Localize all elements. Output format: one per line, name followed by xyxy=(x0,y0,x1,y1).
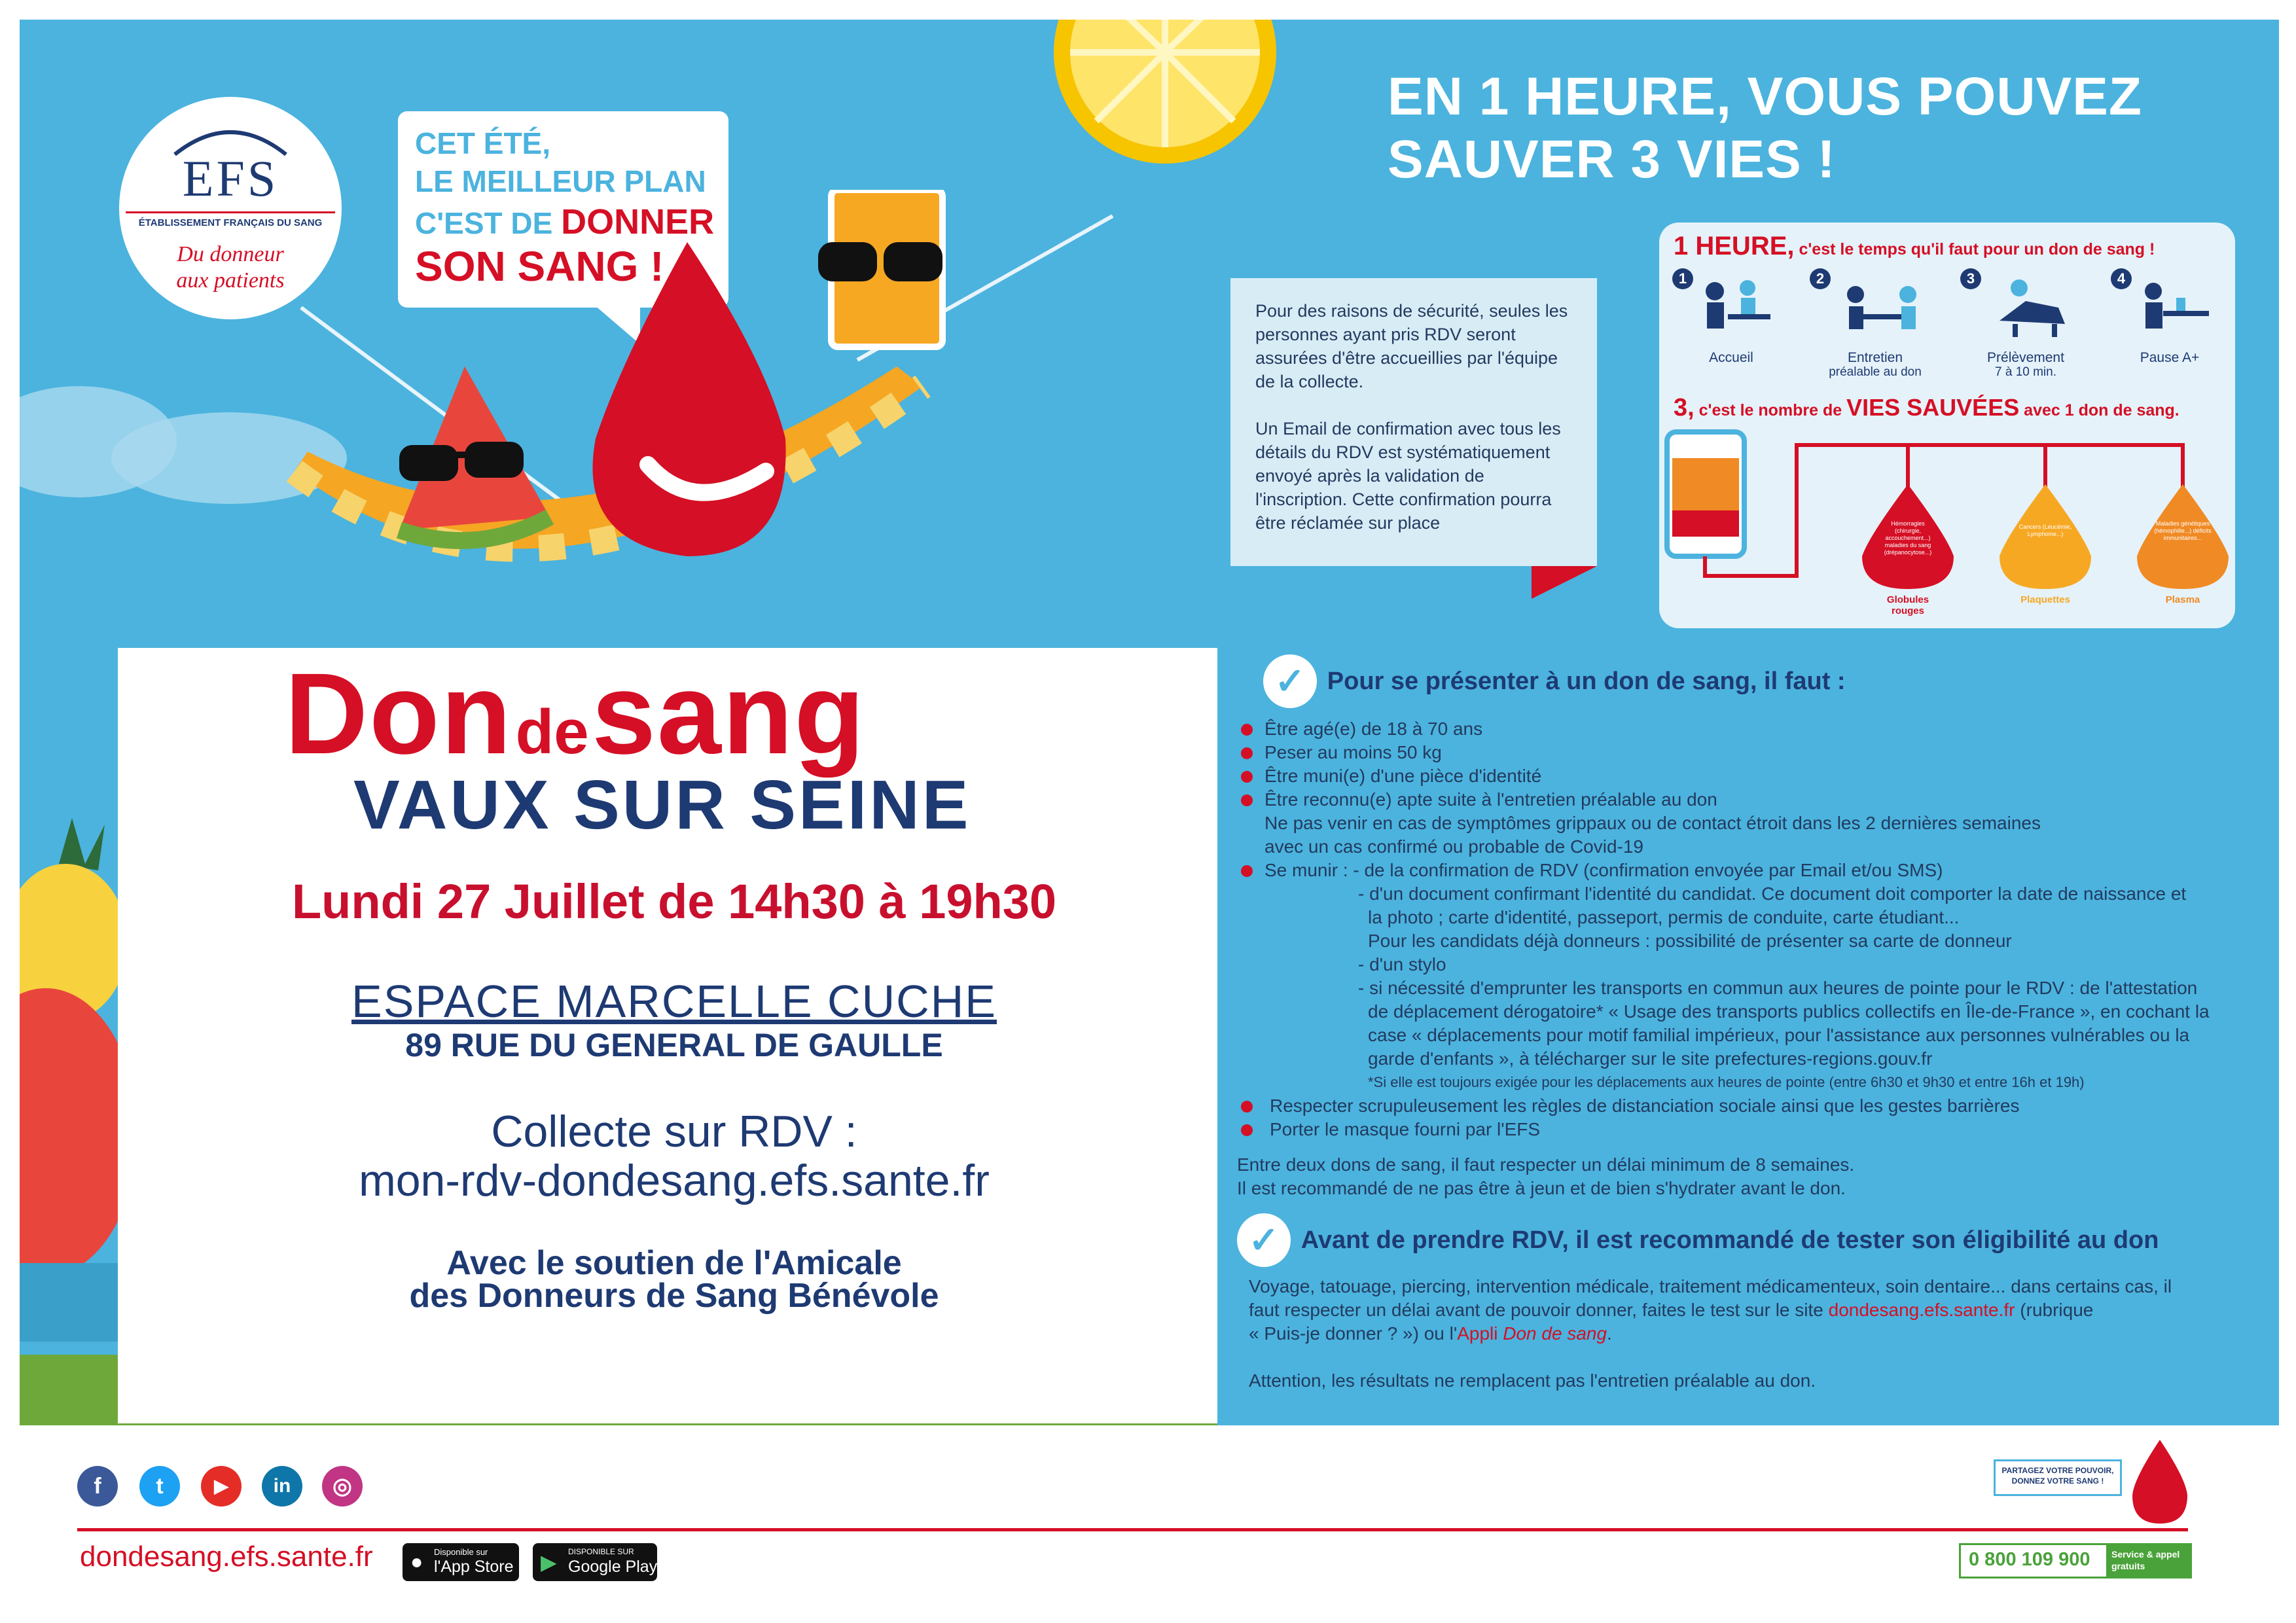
step-4 xyxy=(2111,268,2229,380)
phone-free-line-2: gratuits xyxy=(2111,1561,2145,1571)
condition-continuation: Ne pas venir en cas de symptômes grippaux ou de contact étroit dans les 2 dernières semaines xyxy=(1265,813,2041,833)
hour-text: c'est le temps qu'il faut pour un don de sang ! xyxy=(1794,240,2155,259)
check-icon: ✓ xyxy=(1263,654,1317,708)
linkedin-icon[interactable]: in xyxy=(262,1466,302,1507)
phone-number: 0 800 109 900 xyxy=(1969,1549,2090,1570)
youtube-icon[interactable]: ▶ xyxy=(201,1466,242,1507)
process-panel xyxy=(1659,223,2235,628)
step-3 xyxy=(1960,268,2091,380)
title-don: Don xyxy=(285,650,513,778)
step-label: Pause A+ xyxy=(2140,350,2200,365)
hour-line xyxy=(1674,232,2155,261)
drop-label: Plasma xyxy=(2165,594,2200,605)
eligibility-text-part: « Puis-je donner ? ») ou l' xyxy=(1249,1323,1458,1344)
snack-break-icon xyxy=(2134,275,2212,340)
bubble-line-3-emph: DONNER xyxy=(561,202,715,241)
logo-tagline-1: Du donneur xyxy=(177,242,284,266)
lives-text-1: c'est le nombre de xyxy=(1694,401,1847,419)
info-text-2: Un Email de confirmation avec tous les détails du RDV est systématiquement envoyé après la validation de l'inscription. Cette confirmation pourra être réclamée sur place xyxy=(1255,419,1561,533)
lives-line xyxy=(1674,394,2179,422)
step-number: 2 xyxy=(1810,268,1831,289)
event-support-2: des Donneurs de Sang Bénévole xyxy=(409,1277,939,1315)
hydration-text: Il est recommandé de ne pas être à jeun et de bien s'hydrater avant le don. xyxy=(1237,1178,1846,1198)
drop-inner-text: Maladies génétiques (hémophilie...) déficits immunitaires... xyxy=(2154,520,2212,541)
facebook-icon[interactable]: f xyxy=(77,1466,118,1507)
condition-note: *Si elle est toujours exigée pour les déplacements aux heures de pointe (entre 6h30 et 9h30 et entre 16h et 19h) xyxy=(1368,1074,2085,1090)
event-date: Lundi 27 Juillet de 14h30 à 19h30 xyxy=(291,874,1057,929)
conditions-section xyxy=(1237,654,2251,1393)
interval-text: Entre deux dons de sang, il faut respecter un délai minimum de 8 semaines. xyxy=(1237,1154,1855,1175)
play-icon: ▶ xyxy=(541,1550,557,1574)
lives-text-2: avec 1 don de sang. xyxy=(2019,401,2179,419)
logo-abbr: EFS xyxy=(182,150,279,207)
drop-platelets xyxy=(1993,484,2098,622)
condition-sub: - d'un document confirmant l'identité du candidat. Ce document doit comporter la date de naissance et xyxy=(1358,883,2187,904)
headline xyxy=(1388,65,2206,191)
condition-item: Porter le masque fourni par l'EFS xyxy=(1237,1118,2251,1141)
step-label: Accueil xyxy=(1709,350,1753,365)
headline-line-1: EN 1 HEURE, VOUS POUVEZ xyxy=(1388,67,2143,126)
drop-plasma xyxy=(2130,484,2235,622)
event-support-1: Avec le soutien de l'Amicale xyxy=(446,1244,902,1282)
share-badge xyxy=(1994,1459,2122,1496)
app-store-label: l'App Store xyxy=(434,1558,514,1576)
condition-sub: case « déplacements pour motif familial impérieux, pour l'assistance aux personnes vulnérables ou la xyxy=(1368,1025,2190,1045)
reception-icon xyxy=(1695,275,1774,340)
twitter-icon[interactable]: t xyxy=(139,1466,180,1507)
drop-inner-text: Cancers (Leucémie, Lymphome...) xyxy=(2018,524,2072,537)
info-box xyxy=(1230,278,1597,566)
phone-free-line-1: Service & appel xyxy=(2111,1549,2180,1560)
condition-item: Être reconnu(e) apte suite à l'entretien préalable au don xyxy=(1237,788,2251,812)
info-text-1: Pour des raisons de sécurité, seules les personnes ayant pris RDV seront assurées d'être accueillies par l'équipe de la collecte. xyxy=(1255,301,1568,391)
conditions-heading-row xyxy=(1263,654,2251,708)
drop-inner-text: Hémorragies (chirurgie, accouchement...) maladies du sang (drépanocytose...) xyxy=(1884,520,1932,556)
drop-label: Plaquettes xyxy=(2020,594,2070,605)
interview-icon xyxy=(1836,275,1928,340)
donation-chair-icon xyxy=(1986,275,2078,340)
share-line-2: DONNEZ VOTRE SANG ! xyxy=(2011,1476,2104,1486)
event-rdv-label: Collecte sur RDV : xyxy=(491,1107,857,1156)
instagram-icon[interactable]: ◎ xyxy=(322,1466,363,1507)
conditions-heading: Pour se présenter à un don de sang, il faut : xyxy=(1327,668,1846,695)
blood-drop-icon xyxy=(2127,1440,2193,1525)
eligibility-line xyxy=(1249,1322,2251,1346)
share-line-1: PARTAGEZ VOTRE POUVOIR, xyxy=(2001,1466,2114,1475)
phone-free-tag xyxy=(2106,1545,2190,1577)
eligibility-heading-row xyxy=(1237,1213,2251,1267)
illustration xyxy=(20,20,1152,648)
lives-emph: VIES SAUVÉES xyxy=(1846,394,2020,421)
app-store-button[interactable] xyxy=(403,1543,519,1581)
condition-sub: la photo ; carte d'identité, passeport, permis de conduite, carte étudiant... xyxy=(1368,907,1960,927)
step-number: 3 xyxy=(1960,268,1981,289)
title-sang: sang xyxy=(592,650,866,778)
hour-emph: 1 HEURE, xyxy=(1674,232,1795,260)
footer-divider xyxy=(77,1528,2188,1531)
drop-red-cells xyxy=(1856,484,1960,622)
event-card xyxy=(118,648,1217,1423)
bubble-line-4: SON SANG ! xyxy=(415,243,664,290)
condition-sub: Pour les candidats déjà donneurs : possibilité de présenter sa carte de donneur xyxy=(1368,931,2012,951)
bubble-line-1: CET ÉTÉ, xyxy=(415,126,551,160)
logo-tagline-2: aux patients xyxy=(176,268,285,293)
condition-sub: de déplacement dérogatoire* « Usage des transports publics collectifs en Île-de-France », en cochant la xyxy=(1368,1001,2210,1022)
footer-site-link[interactable]: dondesang.efs.sante.fr xyxy=(80,1541,373,1573)
event-title xyxy=(285,648,1070,780)
step-sub: 7 à 10 min. xyxy=(1995,365,2056,379)
apple-icon: ● xyxy=(410,1550,423,1573)
bubble-line-3-prefix: C'EST DE xyxy=(415,206,562,240)
condition-item: Se munir : - de la confirmation de RDV (confirmation envoyée par Email et/ou SMS) xyxy=(1237,859,2251,882)
step-2 xyxy=(1810,268,1941,380)
step-number: 4 xyxy=(2111,268,2132,289)
condition-continuation: avec un cas confirmé ou probable de Covid-19 xyxy=(1265,836,1644,857)
lives-num: 3, xyxy=(1674,394,1695,421)
event-rdv-url[interactable]: mon-rdv-dondesang.efs.sante.fr xyxy=(359,1156,990,1205)
condition-sub: garde d'enfants », à télécharger sur le site prefectures-regions.gouv.fr xyxy=(1368,1048,1933,1069)
condition-sub: - si nécessité d'emprunter les transports en commun aux heures de pointe pour le RDV : de l'attestation xyxy=(1358,978,2198,998)
poster xyxy=(20,20,2279,1425)
step-sub: préalable au don xyxy=(1829,365,1922,379)
condition-item: Respecter scrupuleusement les règles de distanciation sociale ainsi que les gestes barrières xyxy=(1237,1094,2251,1118)
eligibility-line xyxy=(1249,1298,2251,1322)
step-number: 1 xyxy=(1672,268,1693,289)
check-icon: ✓ xyxy=(1237,1213,1291,1267)
condition-item: Être muni(e) d'une pièce d'identité xyxy=(1237,764,2251,788)
info-box-corner xyxy=(1532,566,1597,599)
google-play-button[interactable] xyxy=(533,1543,657,1581)
eligibility-line: Voyage, tatouage, piercing, intervention médicale, traitement médicamenteux, soin dentaire... dans certains cas, il xyxy=(1249,1276,2172,1296)
eligibility-site-link[interactable]: dondesang.efs.sante.fr xyxy=(1828,1300,2015,1320)
step-label: Prélèvement xyxy=(1987,350,2064,365)
phone-badge[interactable] xyxy=(1959,1543,2192,1578)
event-city: VAUX SUR SEINE xyxy=(353,766,971,844)
app-store-small: Disponible sur xyxy=(434,1547,488,1557)
google-play-label: Google Play xyxy=(568,1558,658,1576)
event-address: 89 RUE DU GENERAL DE GAULLE xyxy=(405,1027,943,1063)
eligibility-text xyxy=(1237,1275,2251,1393)
eligibility-heading: Avant de prendre RDV, il est recommandé de tester son éligibilité au don xyxy=(1300,1226,2159,1254)
step-label: Entretien xyxy=(1847,350,1903,365)
eligibility-app-link[interactable]: Appli xyxy=(1457,1323,1503,1344)
title-de: de xyxy=(515,697,589,767)
eligibility-app-name[interactable]: Don de sang xyxy=(1503,1323,1607,1344)
event-venue: ESPACE MARCELLE CUCHE xyxy=(351,976,997,1027)
google-play-small: DISPONIBLE SUR xyxy=(568,1547,634,1556)
eligibility-text-part: . xyxy=(1607,1323,1612,1344)
condition-item: Peser au moins 50 kg xyxy=(1237,741,2251,764)
condition-item: Être agé(e) de 18 à 70 ans xyxy=(1237,717,2251,741)
eligibility-text-part: (rubrique xyxy=(2015,1300,2094,1320)
headline-line-2: SAUVER 3 VIES ! xyxy=(1388,130,1836,189)
lemon-icon xyxy=(1008,20,1322,164)
hammock-scene-icon xyxy=(268,190,1119,648)
step-1 xyxy=(1672,268,1790,380)
bubble-line-2: LE MEILLEUR PLAN xyxy=(415,164,706,198)
eligibility-text-part: faut respecter un délai avant de pouvoir donner, faites le test sur le site xyxy=(1249,1300,1829,1320)
eligibility-warning: Attention, les résultats ne remplacent pas l'entretien préalable au don. xyxy=(1249,1370,1816,1391)
drop-label: Globules rouges xyxy=(1886,594,1929,616)
condition-sub: - d'un stylo xyxy=(1358,954,1446,974)
logo-name: ÉTABLISSEMENT FRANÇAIS DU SANG xyxy=(126,211,335,228)
